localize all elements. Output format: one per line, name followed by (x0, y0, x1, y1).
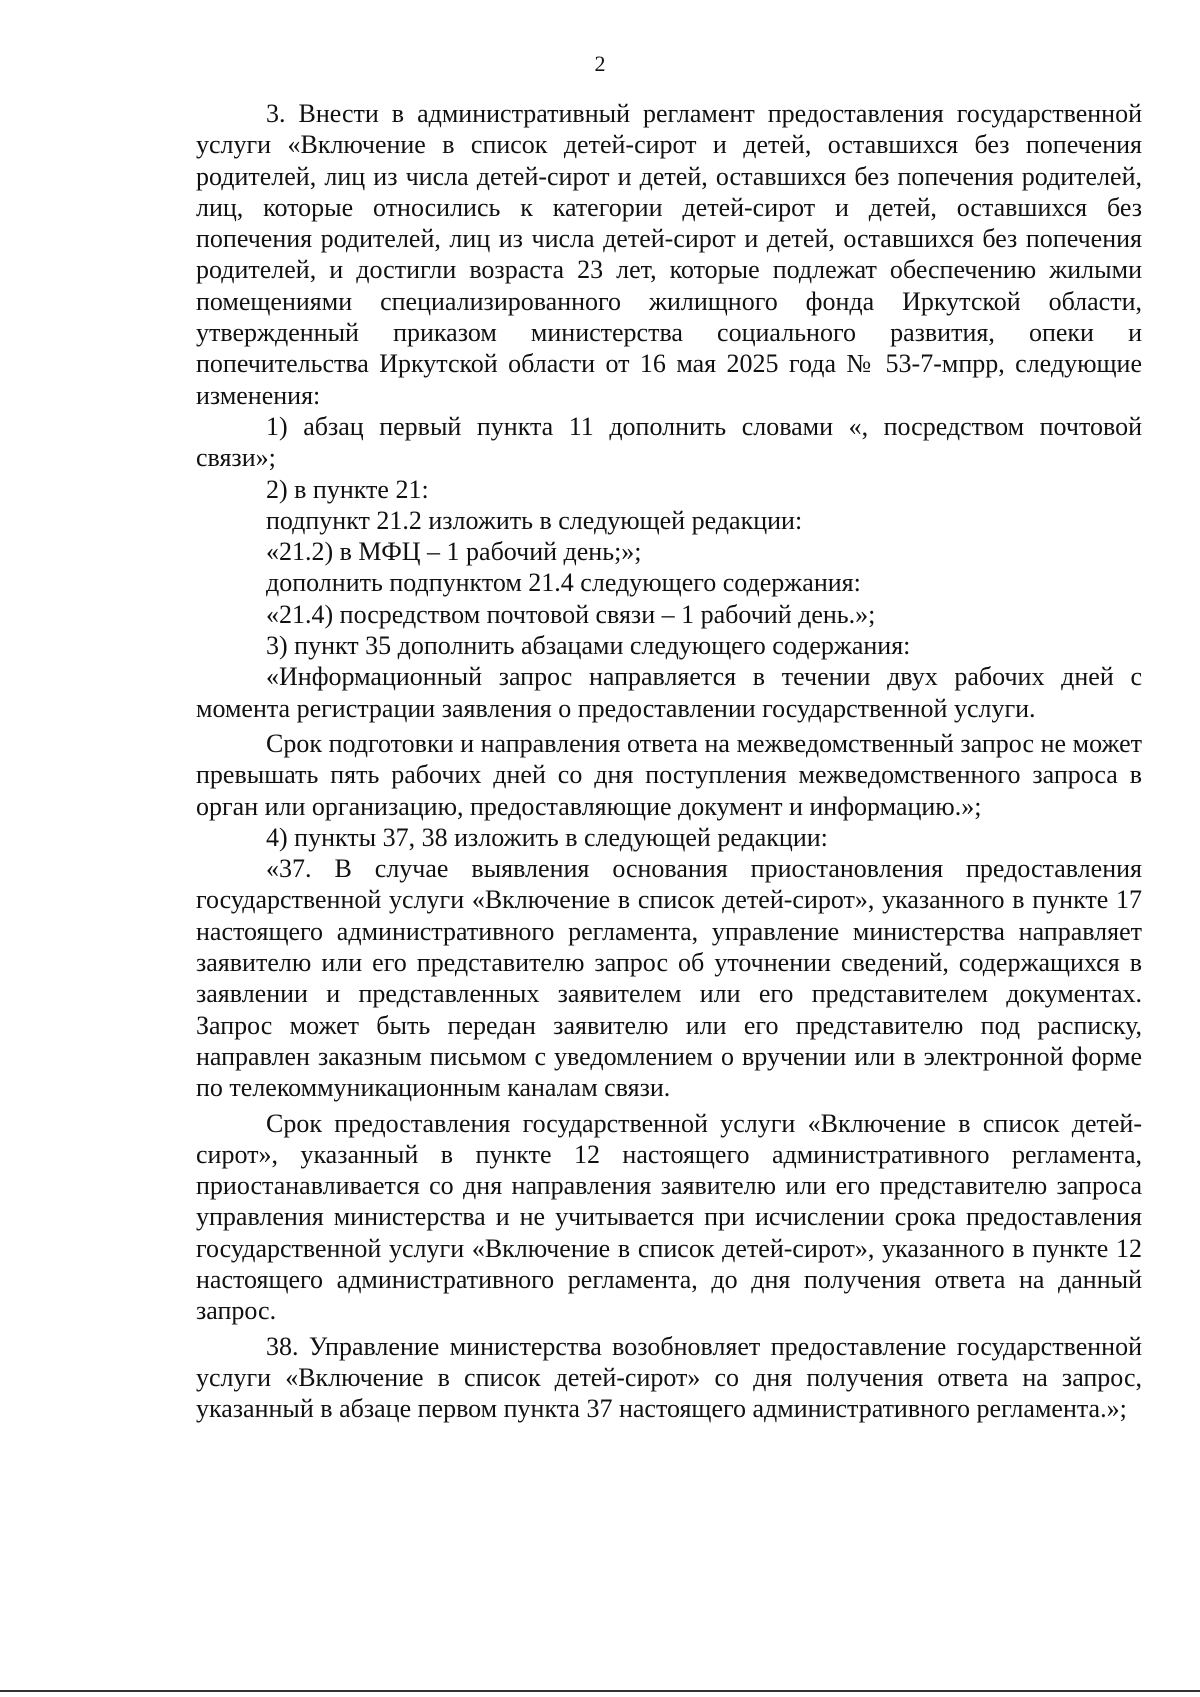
paragraph-point-38: 38. Управление министерства возобновляет предоставление государственной услуги «Включение в список детей-сирот» со дня получения ответа на запрос, указанный в абзаце первом пункта 37 настоящего административного регламента.»; (196, 1331, 1142, 1424)
paragraph-suspension-term: Срок предоставления государственной услуги «Включение в список детей-сирот», указанный в пункте 12 настоящего административного регламента, приостанавливается со дня направления заявителю или его представителю запроса управления министерства и не учитывается при исчислении срока предоставления государственной услуги «Включение в список детей-сирот», указанного в пункте 12 настоящего административного регламента, до дня получения ответа на данный запрос. (196, 1108, 1142, 1326)
paragraph-subpoint-21-2-text: «21.2) в МФЦ – 1 рабочий день;»; (266, 537, 642, 567)
paragraph-change-4: 4) пункты 37, 38 изложить в следующей редакции: (266, 822, 828, 852)
page-number: 2 (594, 51, 606, 76)
paragraph-change-3: 3) пункт 35 дополнить абзацами следующего содержания: (266, 631, 911, 661)
bottom-scan-edge (0, 1690, 1200, 1692)
paragraph-change-1: 1) абзац первый пункта 11 дополнить словами «, посредством почтовой связи»; (196, 411, 1142, 473)
paragraph-change-2: 2) в пункте 21: (266, 474, 429, 504)
paragraph-subpoint-21-4-intro: дополнить подпунктом 21.4 следующего содержания: (266, 568, 861, 598)
paragraph-response-deadline: Срок подготовки и направления ответа на межведомственный запрос не может превышать пять рабочих дней со дня поступления межведомственного запроса в орган или организацию, предоставляющие документ и информацию.»; (196, 728, 1142, 821)
paragraph-info-request: «Информационный запрос направляется в течении двух рабочих дней с момента регистрации заявления о предоставлении государственной услуги. (196, 662, 1142, 723)
paragraph-point-37: «37. В случае выявления основания приостановления предоставления государственной услуги «Включение в список детей-сирот», указанного в пункте 17 настоящего административного регламента, управление министерства направляет заявителю или его представителю запрос об уточнении сведений, содержащихся в заявлении и представленных заявителем или его представителем документах. Запрос может быть передан заявителю или его представителю под расписку, направлен заказным письмом с уведомлением о вручении или в электронной форме по телекоммуникационным каналам связи. (196, 854, 1142, 1103)
paragraph-subpoint-21-4-text: «21.4) посредством почтовой связи – 1 рабочий день.»; (266, 599, 876, 629)
document-body (196, 98, 1142, 1424)
paragraph-item-3-intro: 3. Внести в административный регламент предоставления государственной услуги «Включение в список детей-сирот и детей, оставшихся без попечения родителей, лиц из числа детей-сирот и детей, оставшихся без попечения родителей, лиц, которые относились к категории детей-сирот и детей, оставшихся без попечения родителей, лиц из числа детей-сирот и детей, оставшихся без попечения родителей, и достигли возраста 23 лет, которые подлежат обеспечению жилыми помещениями специализированного жилищного фонда Иркутской области, утвержденный приказом министерства социального развития, опеки и попечительства Иркутской области от 16 мая 2025 года № 53-7-мпрр, следующие изменения: (196, 99, 1142, 410)
paragraph-subpoint-21-2-intro: подпункт 21.2 изложить в следующей редакции: (266, 505, 803, 535)
